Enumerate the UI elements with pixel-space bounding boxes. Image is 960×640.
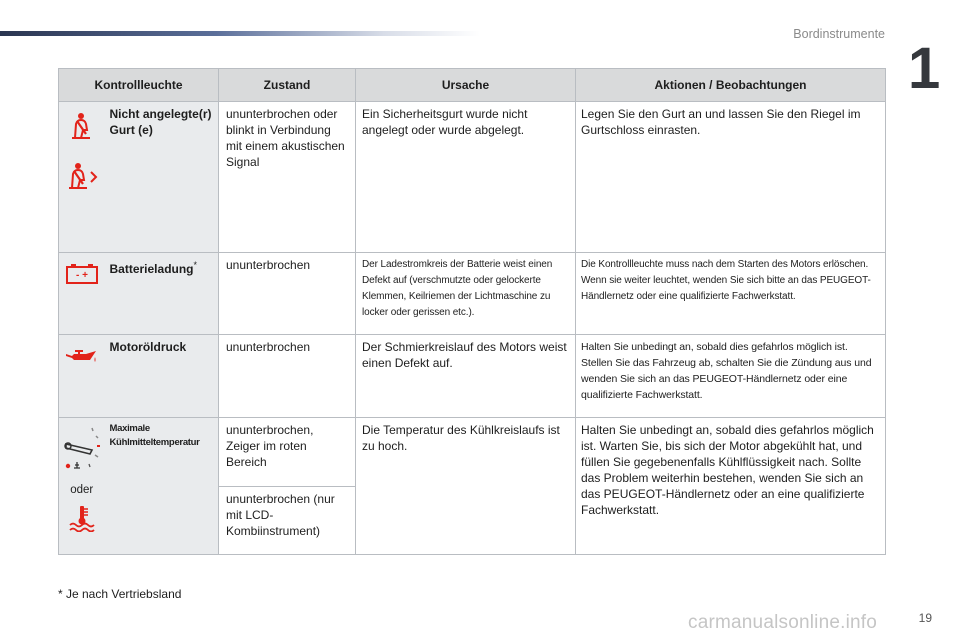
warning-lights-table bbox=[58, 68, 886, 555]
seatbelt-passenger-warning-icon bbox=[66, 162, 98, 190]
coolant-temperature-warning-icon bbox=[68, 504, 96, 532]
battery-warning-icon bbox=[65, 263, 99, 285]
warning-name: Maximale Kühlmitteltemperatur bbox=[105, 418, 219, 555]
table-row bbox=[59, 418, 886, 487]
section-title: Bordinstrumente bbox=[793, 27, 885, 41]
icon-cell bbox=[59, 253, 105, 335]
action-text: Halten Sie unbedingt an, sobald dies gefahrlos möglich ist. Warten Sie, bis sich der Motor abgekühlt hat, und füllen Sie gegebenenfalls Kühlflüssigkeit nach. Sollte das Problem weiterhin bestehen, wenden Sie sich an das PEUGEOT-Händlernetz oder an eine qualifizierte Fachwerkstatt. bbox=[576, 418, 886, 555]
column-header: Kontrollleuchte bbox=[59, 69, 219, 102]
cause-text: Der Schmierkreislauf des Motors weist einen Defekt auf. bbox=[356, 335, 576, 418]
state-text: ununterbrochen oder blinkt in Verbindung mit einem akustischen Signal bbox=[219, 102, 356, 253]
footnote: * Je nach Vertriebsland bbox=[58, 587, 182, 601]
cause-text: Der Ladestromkreis der Batterie weist einen Defekt auf (verschmutzte oder gelockerte Klemmen, Keilriemen der Lichtmaschine zu locker oder gerissen etc.). bbox=[356, 253, 576, 335]
warning-name-text: Batterieladung bbox=[109, 262, 194, 276]
coolant-temperature-gauge-icon bbox=[62, 424, 102, 474]
column-header: Zustand bbox=[219, 69, 356, 102]
column-header: Aktionen / Beobachtungen bbox=[576, 69, 886, 102]
cause-text: Die Temperatur des Kühlkreislaufs ist zu hoch. bbox=[356, 418, 576, 555]
state-text: ununterbrochen, Zeiger im roten Bereich bbox=[219, 418, 356, 487]
table-header-row bbox=[59, 69, 886, 102]
seatbelt-warning-icon bbox=[69, 112, 95, 140]
or-label: oder bbox=[70, 484, 94, 496]
watermark: carmanualsonline.info bbox=[688, 612, 878, 633]
column-header: Ursache bbox=[356, 69, 576, 102]
warning-name: Nicht angelegte(r) Gurt (e) bbox=[105, 102, 219, 253]
state-text: ununterbrochen (nur mit LCD-Kombiinstrument) bbox=[219, 487, 356, 555]
action-text: Halten Sie unbedingt an, sobald dies gefahrlos möglich ist. Stellen Sie das Fahrzeug ab, schalten Sie die Zündung aus und wenden Sie sich an das PEUGEOT-Händlernetz oder eine qualifizierte Fachwerkstatt. bbox=[576, 335, 886, 418]
oil-pressure-warning-icon bbox=[64, 347, 100, 367]
table-row bbox=[59, 102, 886, 253]
action-text: Legen Sie den Gurt an und lassen Sie den Riegel im Gurtschloss einrasten. bbox=[576, 102, 886, 253]
state-text: ununterbrochen bbox=[219, 335, 356, 418]
chapter-number: 1 bbox=[908, 36, 941, 101]
icon-cell bbox=[59, 418, 105, 555]
page-number: 19 bbox=[918, 611, 932, 625]
table-row bbox=[59, 253, 886, 335]
action-text: Die Kontrollleuchte muss nach dem Starten des Motors erlöschen. Wenn sie weiter leuchtet, wenden Sie sich bitte an das PEUGEOT-Händlernetz oder eine qualifizierte Fachwerkstatt. bbox=[576, 253, 886, 335]
icon-cell bbox=[59, 335, 105, 418]
cause-text: Ein Sicherheitsgurt wurde nicht angelegt oder wurde abgelegt. bbox=[356, 102, 576, 253]
state-text: ununterbrochen bbox=[219, 253, 356, 335]
header-accent-bar bbox=[0, 31, 480, 36]
icon-cell bbox=[59, 102, 105, 253]
footnote-marker: * bbox=[193, 260, 198, 270]
table-row bbox=[59, 335, 886, 418]
warning-name: Motoröldruck bbox=[105, 335, 219, 418]
battery-symbol-label: - + bbox=[75, 270, 88, 281]
warning-name bbox=[105, 253, 219, 335]
